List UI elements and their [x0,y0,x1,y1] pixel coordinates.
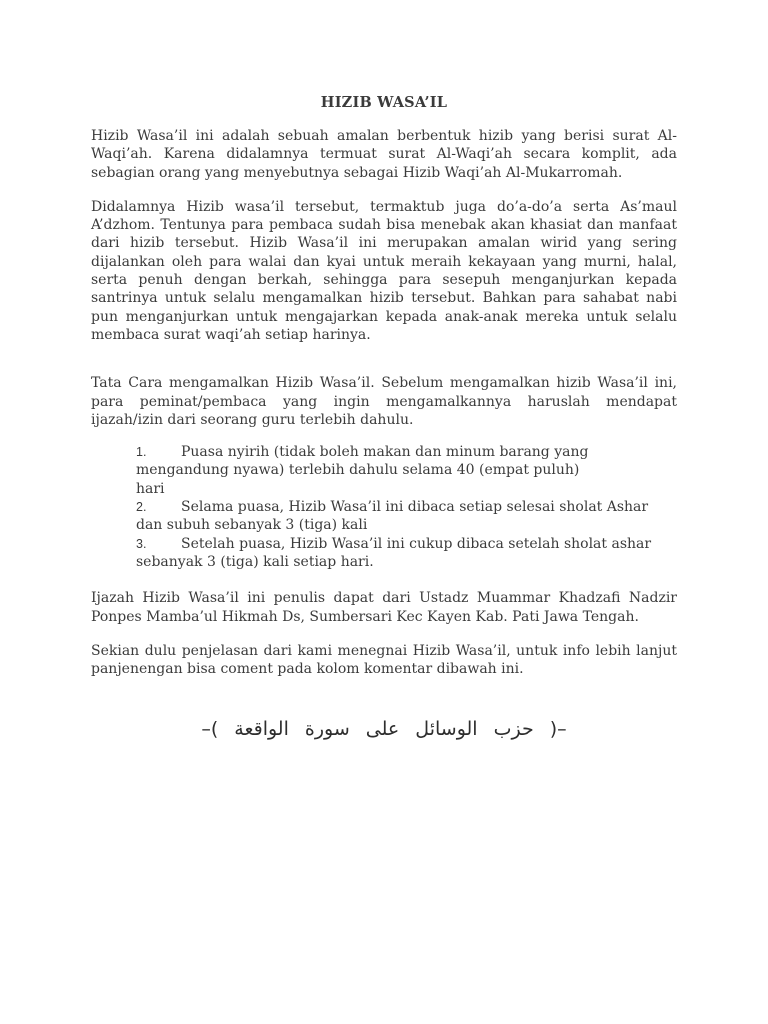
spacer [91,360,677,374]
steps-list [136,443,666,571]
list-item [136,498,666,535]
arabic-heading-text: –( حزب الوسائل على سورة الواقعة )– [201,718,567,740]
paragraph-ijazah: Ijazah Hizib Wasa’il ini penulis dapat dari Ustadz Muammar Khadzafi Nadzir Ponpes Mamba’ul Hikmah Ds, Sumbersari Kec Kayen Kab. Pati Jawa Tengah. [91,590,677,625]
paragraph-contents: Didalamnya Hizib wasa’il tersebut, termaktub juga do’a-do’a serta As’maul A’dzhom. Tentunya para pembaca sudah bisa menebak akan khasiat dan manfaat dari hizib tersebut. Hizib Wasa’il ini merupakan amalan wirid yang sering dijalankan oleh para walai dan kyai untuk meraih kekayaan yang murni, halal, serta penuh dengan berkah, sehingga para sesepuh menganjurkan kepada santrinya untuk selalu mengamalkan hizib tersebut. Bahkan para sahabat nabi pun menganjurkan untuk mengajarkan kepada anak-anak mereka untuk selalu membaca surat waqi’ah setiap harinya. [91,198,677,343]
document-page [91,92,677,694]
list-item [136,443,666,498]
arabic-heading [0,718,768,740]
list-text: Selama puasa, Hizib Wasa’il ini dibaca setiap selesai sholat Ashar [181,499,649,516]
paragraph-intro: Hizib Wasa’il ini adalah sebuah amalan berbentuk hizib yang berisi surat Al-Waqi’ah. Karena didalamnya termuat surat Al-Waqi’ah secara komplit, ada sebagian orang yang menyebutnya sebagai Hizib Waqi’ah Al-Mukarromah. [91,128,677,181]
list-number: 2. [136,500,147,515]
paragraph-closing: Sekian dulu penjelasan dari kami menegnai Hizib Wasa’il, untuk info lebih lanjut panjenengan bisa coment pada kolom komentar dibawah ini. [91,642,677,678]
list-text: Setelah puasa, Hizib Wasa’il ini cukup dibaca setelah sholat ashar [181,535,652,552]
list-number: 1. [136,445,147,460]
list-text: hari [136,480,165,497]
list-item [136,535,666,572]
list-number: 3. [136,536,147,551]
list-text: mengandung nyawa) terlebih dahulu selama 40 (empat puluh) [136,462,580,479]
document-title: HIZIB WASA’IL [320,94,448,111]
list-text: Puasa nyirih (tidak boleh makan dan minum barang yang [181,444,589,461]
paragraph-procedure: Tata Cara mengamalkan Hizib Wasa’il. Sebelum mengamalkan hizib Wasa’il ini, para peminat/pembaca yang ingin mengamalkannya haruslah mendapat ijazah/izin dari seorang guru terlebih dahulu. [91,375,677,428]
list-text: dan subuh sebanyak 3 (tiga) kali [136,517,368,534]
list-text: sebanyak 3 (tiga) kali setiap hari. [136,553,374,570]
